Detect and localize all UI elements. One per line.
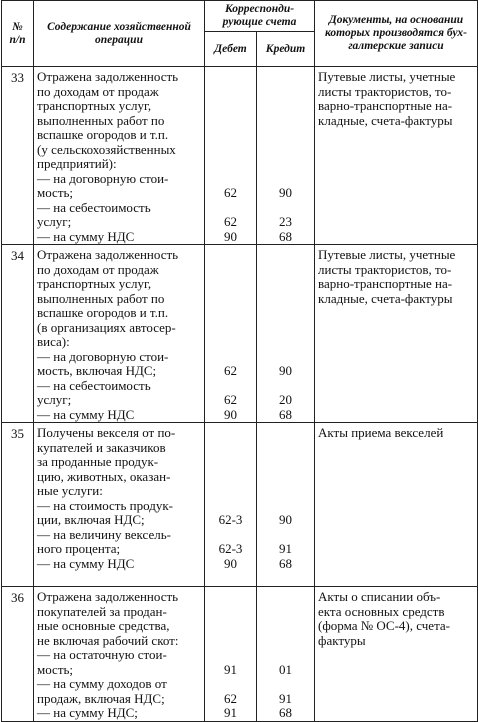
credit-line — [257, 306, 314, 321]
content-line: — на сумму НДС — [37, 228, 135, 244]
docs-line: (форма № ОС-4), счета- — [318, 618, 451, 633]
credit-line: 01 — [279, 661, 292, 677]
credit-line — [257, 263, 314, 278]
docs-line: фактуры — [318, 632, 366, 648]
content-line: выполненных работ по — [37, 112, 165, 128]
row-number: 34 — [2, 245, 34, 423]
debit-line — [205, 114, 256, 129]
debit-line: 62 — [224, 185, 237, 200]
credit-line — [257, 172, 314, 187]
credit-line — [257, 143, 314, 158]
operations-table — [1, 0, 478, 722]
header-corresponding-accounts: Корреспонди- рующие счета — [205, 1, 315, 32]
content-line: Отражена задолженность — [37, 69, 179, 84]
debit-line — [205, 157, 256, 172]
credit-line — [257, 201, 314, 216]
docs-line: кладные, счета-фактуры — [318, 112, 453, 128]
credit-cell — [257, 67, 315, 245]
debit-line — [205, 201, 256, 216]
docs-line: екта основных средств — [318, 603, 445, 619]
content-line: Отражена задолженность — [37, 247, 179, 262]
debit-line — [205, 590, 256, 605]
content-line: услуг; — [37, 392, 72, 407]
debit-line — [205, 441, 256, 456]
credit-line — [257, 590, 314, 605]
credit-line — [257, 157, 314, 172]
content-line: не включая рабочий скот: — [37, 632, 179, 648]
credit-line — [257, 648, 314, 663]
content-line: по доходам от продаж — [37, 261, 159, 277]
content-line: ного процента; — [37, 541, 121, 556]
debit-cell — [205, 587, 257, 722]
table-row — [2, 423, 478, 587]
documents-cell — [315, 245, 478, 423]
debit-line — [205, 379, 256, 394]
docs-line: варно-транспортные на- — [318, 276, 453, 291]
debit-line: 62 — [224, 214, 237, 229]
content-line: мость; — [37, 185, 74, 200]
credit-line — [257, 85, 314, 100]
content-line: вспашке огородов и т.п. — [37, 127, 169, 142]
content-line: купателей и заказчиков — [37, 439, 166, 455]
debit-line: 90 — [224, 228, 237, 244]
debit-line — [205, 484, 256, 499]
debit-line — [205, 677, 256, 692]
docs-line: кладные, счета-фактуры — [318, 290, 453, 306]
debit-line — [205, 172, 256, 187]
credit-line — [257, 470, 314, 485]
content-line: за проданные продук- — [37, 454, 159, 469]
row-number: 35 — [2, 423, 34, 587]
credit-line — [257, 484, 314, 499]
credit-line: 90 — [279, 363, 292, 378]
content-line: Получены векселя от по- — [37, 425, 176, 440]
credit-line: 68 — [279, 406, 292, 422]
debit-line — [205, 470, 256, 485]
debit-line: 62 — [224, 363, 237, 378]
documents-cell — [315, 423, 478, 587]
docs-line: Путевые листы, учетные — [318, 69, 456, 84]
content-line: — на сумму НДС — [37, 555, 135, 571]
debit-line — [205, 528, 256, 543]
debit-line — [205, 619, 256, 634]
operation-content — [34, 67, 205, 245]
credit-line — [257, 677, 314, 692]
debit-line — [205, 648, 256, 663]
content-line: мость; — [37, 661, 74, 677]
credit-line — [257, 277, 314, 292]
docs-line: варно-транспортные на- — [318, 98, 453, 113]
header-credit: Кредит — [257, 32, 315, 67]
credit-line: 68 — [279, 228, 292, 244]
content-line: (у сельскохозяйственных — [37, 141, 176, 157]
content-line: услуг; — [37, 214, 72, 229]
credit-line — [257, 455, 314, 470]
credit-line: 90 — [279, 185, 292, 200]
credit-line — [257, 499, 314, 514]
debit-line: 62-3 — [218, 541, 243, 556]
content-line: ные основные средства, — [37, 618, 170, 633]
content-line: цию, животных, оказан- — [37, 468, 171, 484]
debit-line — [205, 499, 256, 514]
table-row — [2, 67, 478, 245]
documents-cell — [315, 587, 478, 722]
debit-line — [205, 85, 256, 100]
content-line: транспортных услуг, — [37, 98, 152, 113]
credit-line — [257, 114, 314, 129]
credit-line — [257, 70, 314, 85]
content-line: — на величину вексель- — [37, 526, 171, 542]
content-line: транспортных услуг, — [37, 276, 152, 291]
docs-line: Акты приема векселей — [318, 425, 444, 440]
docs-line: Акты о списании объ- — [318, 589, 441, 604]
docs-line: листы трактористов, то- — [318, 83, 452, 99]
debit-line — [205, 335, 256, 350]
credit-line — [257, 335, 314, 350]
content-line: (в организациях автосер- — [37, 319, 176, 335]
credit-line: 91 — [279, 541, 292, 556]
debit-line — [205, 248, 256, 263]
debit-line — [205, 263, 256, 278]
operation-content — [34, 245, 205, 423]
documents-cell — [315, 67, 478, 245]
credit-line: 68 — [279, 555, 292, 571]
content-line: ные услуги: — [37, 483, 103, 498]
credit-line — [257, 99, 314, 114]
content-line: — на остаточную стои- — [37, 647, 167, 662]
content-line: — на сумму НДС; — [37, 705, 138, 720]
debit-line: 62 — [224, 392, 237, 407]
debit-line — [205, 70, 256, 85]
content-line: выполненных работ по — [37, 290, 165, 306]
debit-line: 62 — [224, 690, 237, 706]
credit-cell — [257, 423, 315, 587]
header-num: № п/п — [2, 1, 34, 67]
debit-line — [205, 321, 256, 336]
credit-line: 20 — [279, 392, 292, 407]
table-row — [2, 245, 478, 423]
table-row — [2, 587, 478, 722]
debit-line — [205, 143, 256, 158]
debit-line: 62-3 — [218, 512, 243, 527]
credit-cell — [257, 245, 315, 423]
credit-line: 68 — [279, 705, 292, 720]
content-line: по доходам от продаж — [37, 83, 159, 99]
debit-line — [205, 426, 256, 441]
content-line: — на сумму доходов от — [37, 676, 167, 691]
docs-line: Путевые листы, учетные — [318, 247, 456, 262]
credit-line — [257, 528, 314, 543]
debit-line: 91 — [224, 705, 237, 720]
debit-line — [205, 634, 256, 649]
credit-line — [257, 379, 314, 394]
credit-line — [257, 619, 314, 634]
content-line: мость, включая НДС; — [37, 363, 157, 378]
credit-line — [257, 605, 314, 620]
content-line: продаж, включая НДС; — [37, 690, 165, 706]
debit-line — [205, 292, 256, 307]
credit-line — [257, 128, 314, 143]
debit-cell — [205, 423, 257, 587]
credit-cell — [257, 587, 315, 722]
operation-content — [34, 587, 205, 722]
content-line: — на стоимость продук- — [37, 497, 173, 513]
header-documents: Документы, на основании которых производятся бух- галтерские записи — [315, 1, 478, 67]
debit-line — [205, 99, 256, 114]
credit-line — [257, 292, 314, 307]
row-number: 33 — [2, 67, 34, 245]
header-debit: Дебет — [205, 32, 257, 67]
debit-line — [205, 306, 256, 321]
content-line: — на себестоимость — [37, 377, 151, 393]
credit-line — [257, 441, 314, 456]
content-line: — на себестоимость — [37, 199, 151, 215]
content-line: — на договорную стои- — [37, 348, 169, 364]
content-line: — на договорную стои- — [37, 170, 169, 186]
debit-line — [205, 277, 256, 292]
content-line: виса): — [37, 334, 70, 349]
credit-line — [257, 634, 314, 649]
docs-line: листы трактористов, то- — [318, 261, 452, 277]
content-line: предприятий): — [37, 156, 117, 171]
content-line: Отражена задолженность — [37, 589, 179, 604]
credit-line: 91 — [279, 690, 292, 706]
debit-line — [205, 350, 256, 365]
content-line: вспашке огородов и т.п. — [37, 305, 169, 320]
debit-cell — [205, 67, 257, 245]
debit-line — [205, 128, 256, 143]
credit-line — [257, 248, 314, 263]
debit-line: 91 — [224, 661, 237, 677]
content-line: покупателей за продан- — [37, 603, 167, 619]
credit-line — [257, 321, 314, 336]
debit-line: 90 — [224, 406, 237, 422]
content-line: ции, включая НДС; — [37, 512, 145, 527]
debit-cell — [205, 245, 257, 423]
debit-line — [205, 605, 256, 620]
operation-content — [34, 423, 205, 587]
row-number: 36 — [2, 587, 34, 722]
debit-line: 90 — [224, 555, 237, 571]
credit-line: 90 — [279, 512, 292, 527]
credit-line: 23 — [279, 214, 292, 229]
debit-line — [205, 455, 256, 470]
content-line: — на сумму НДС — [37, 406, 135, 422]
credit-line — [257, 350, 314, 365]
header-content: Содержание хозяйственной операции — [34, 1, 205, 67]
credit-line — [257, 426, 314, 441]
